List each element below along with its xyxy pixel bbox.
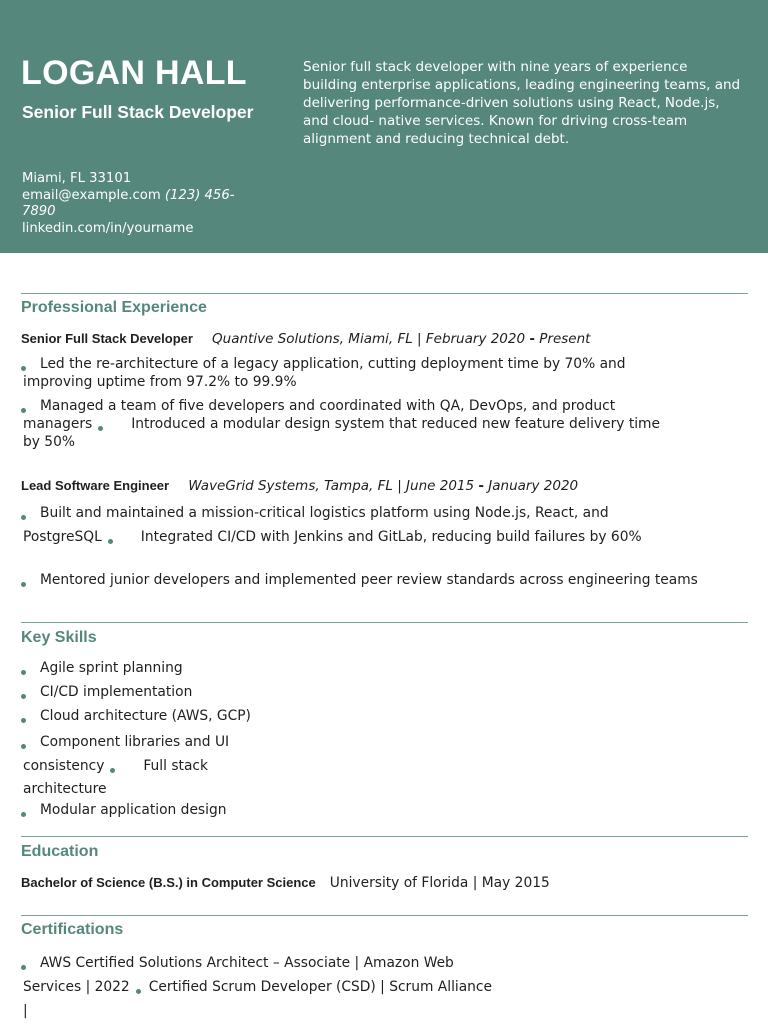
skill-item: Modular application design — [23, 801, 226, 819]
section-title-certifications: Certifications — [21, 921, 124, 938]
bullet-icon — [21, 965, 26, 970]
professional-summary: Senior full stack developer with nine years of experience building enterprise applications, leading engineering teams, and delivering performance-driven solutions using React, Node.js, and cloud- native services. Known for driving cross-team alignment and reducing technical debt. — [303, 59, 741, 147]
resume-header — [0, 0, 768, 253]
section-divider — [21, 915, 748, 916]
bullet-icon — [108, 539, 113, 544]
bullet-icon — [21, 366, 26, 371]
candidate-name: LOGAN HALL — [21, 54, 247, 92]
bullet-icon — [21, 515, 26, 520]
bullet-icon — [21, 408, 26, 413]
bullet-icon — [21, 582, 26, 587]
job-header — [21, 476, 578, 495]
section-title-education: Education — [21, 843, 99, 860]
section-divider — [21, 622, 748, 623]
phone: (123) 456-7890 — [22, 187, 235, 219]
bullet-icon — [21, 812, 26, 817]
bullet-icon — [21, 670, 26, 675]
email-phone-line — [22, 188, 267, 221]
skill-item: Component libraries and UI consistency Full stack architecture — [23, 734, 230, 797]
section-title-skills: Key Skills — [21, 629, 97, 646]
bullet-icon — [21, 694, 26, 699]
skill-item: Agile sprint planning — [23, 659, 183, 677]
skill-item: CI/CD implementation — [23, 683, 192, 701]
contact-block — [22, 171, 267, 237]
certification-item: AWS Certified Solutions Architect – Associate | Amazon Web Services | 2022 Certified Scrum Developer (CSD) | Scrum Alliance | — [23, 955, 493, 1019]
list-item: Managed a team of five developers and coordinated with QA, DevOps, and product managers Introduced a modular design system that reduced new feature delivery time by 50% — [23, 398, 660, 450]
bullet-icon — [21, 744, 26, 749]
list-item: Built and maintained a mission-critical logistics platform using Node.js, React, and PostgreSQL Integrated CI/CD with Jenkins and GitLab, reducing build failures by 60% — [23, 505, 642, 545]
email: email@example.com — [22, 187, 161, 203]
section-title-experience: Professional Experience — [21, 299, 207, 316]
job-header — [21, 329, 590, 348]
bullet-icon — [136, 989, 141, 994]
section-divider — [21, 836, 748, 837]
list-item: Mentored junior developers and implemented peer review standards across engineering teams — [23, 573, 733, 588]
bullet-icon — [110, 768, 115, 773]
bullet-icon — [21, 718, 26, 723]
skill-item: Cloud architecture (AWS, GCP) — [23, 707, 251, 725]
job-title: Lead Software Engineer — [21, 478, 170, 493]
location: Miami, FL 33101 — [22, 171, 132, 186]
job-meta: Quantive Solutions, Miami, FL | February 2020 - Present — [212, 331, 591, 347]
bullet-icon — [98, 426, 103, 431]
linkedin: linkedin.com/in/yourname — [22, 220, 194, 236]
list-item: Led the re-architecture of a legacy application, cutting deployment time by 70% and improving uptime from 97.2% to 99.9% — [23, 356, 626, 390]
education-entry — [21, 873, 550, 892]
job-meta: WaveGrid Systems, Tampa, FL | June 2015 - January 2020 — [188, 478, 579, 494]
job-title: Senior Full Stack Developer — [21, 331, 193, 346]
school: University of Florida | May 2015 — [329, 875, 550, 891]
candidate-role: Senior Full Stack Developer — [22, 102, 254, 122]
section-divider — [21, 293, 748, 294]
degree: Bachelor of Science (B.S.) in Computer Science — [21, 875, 316, 890]
